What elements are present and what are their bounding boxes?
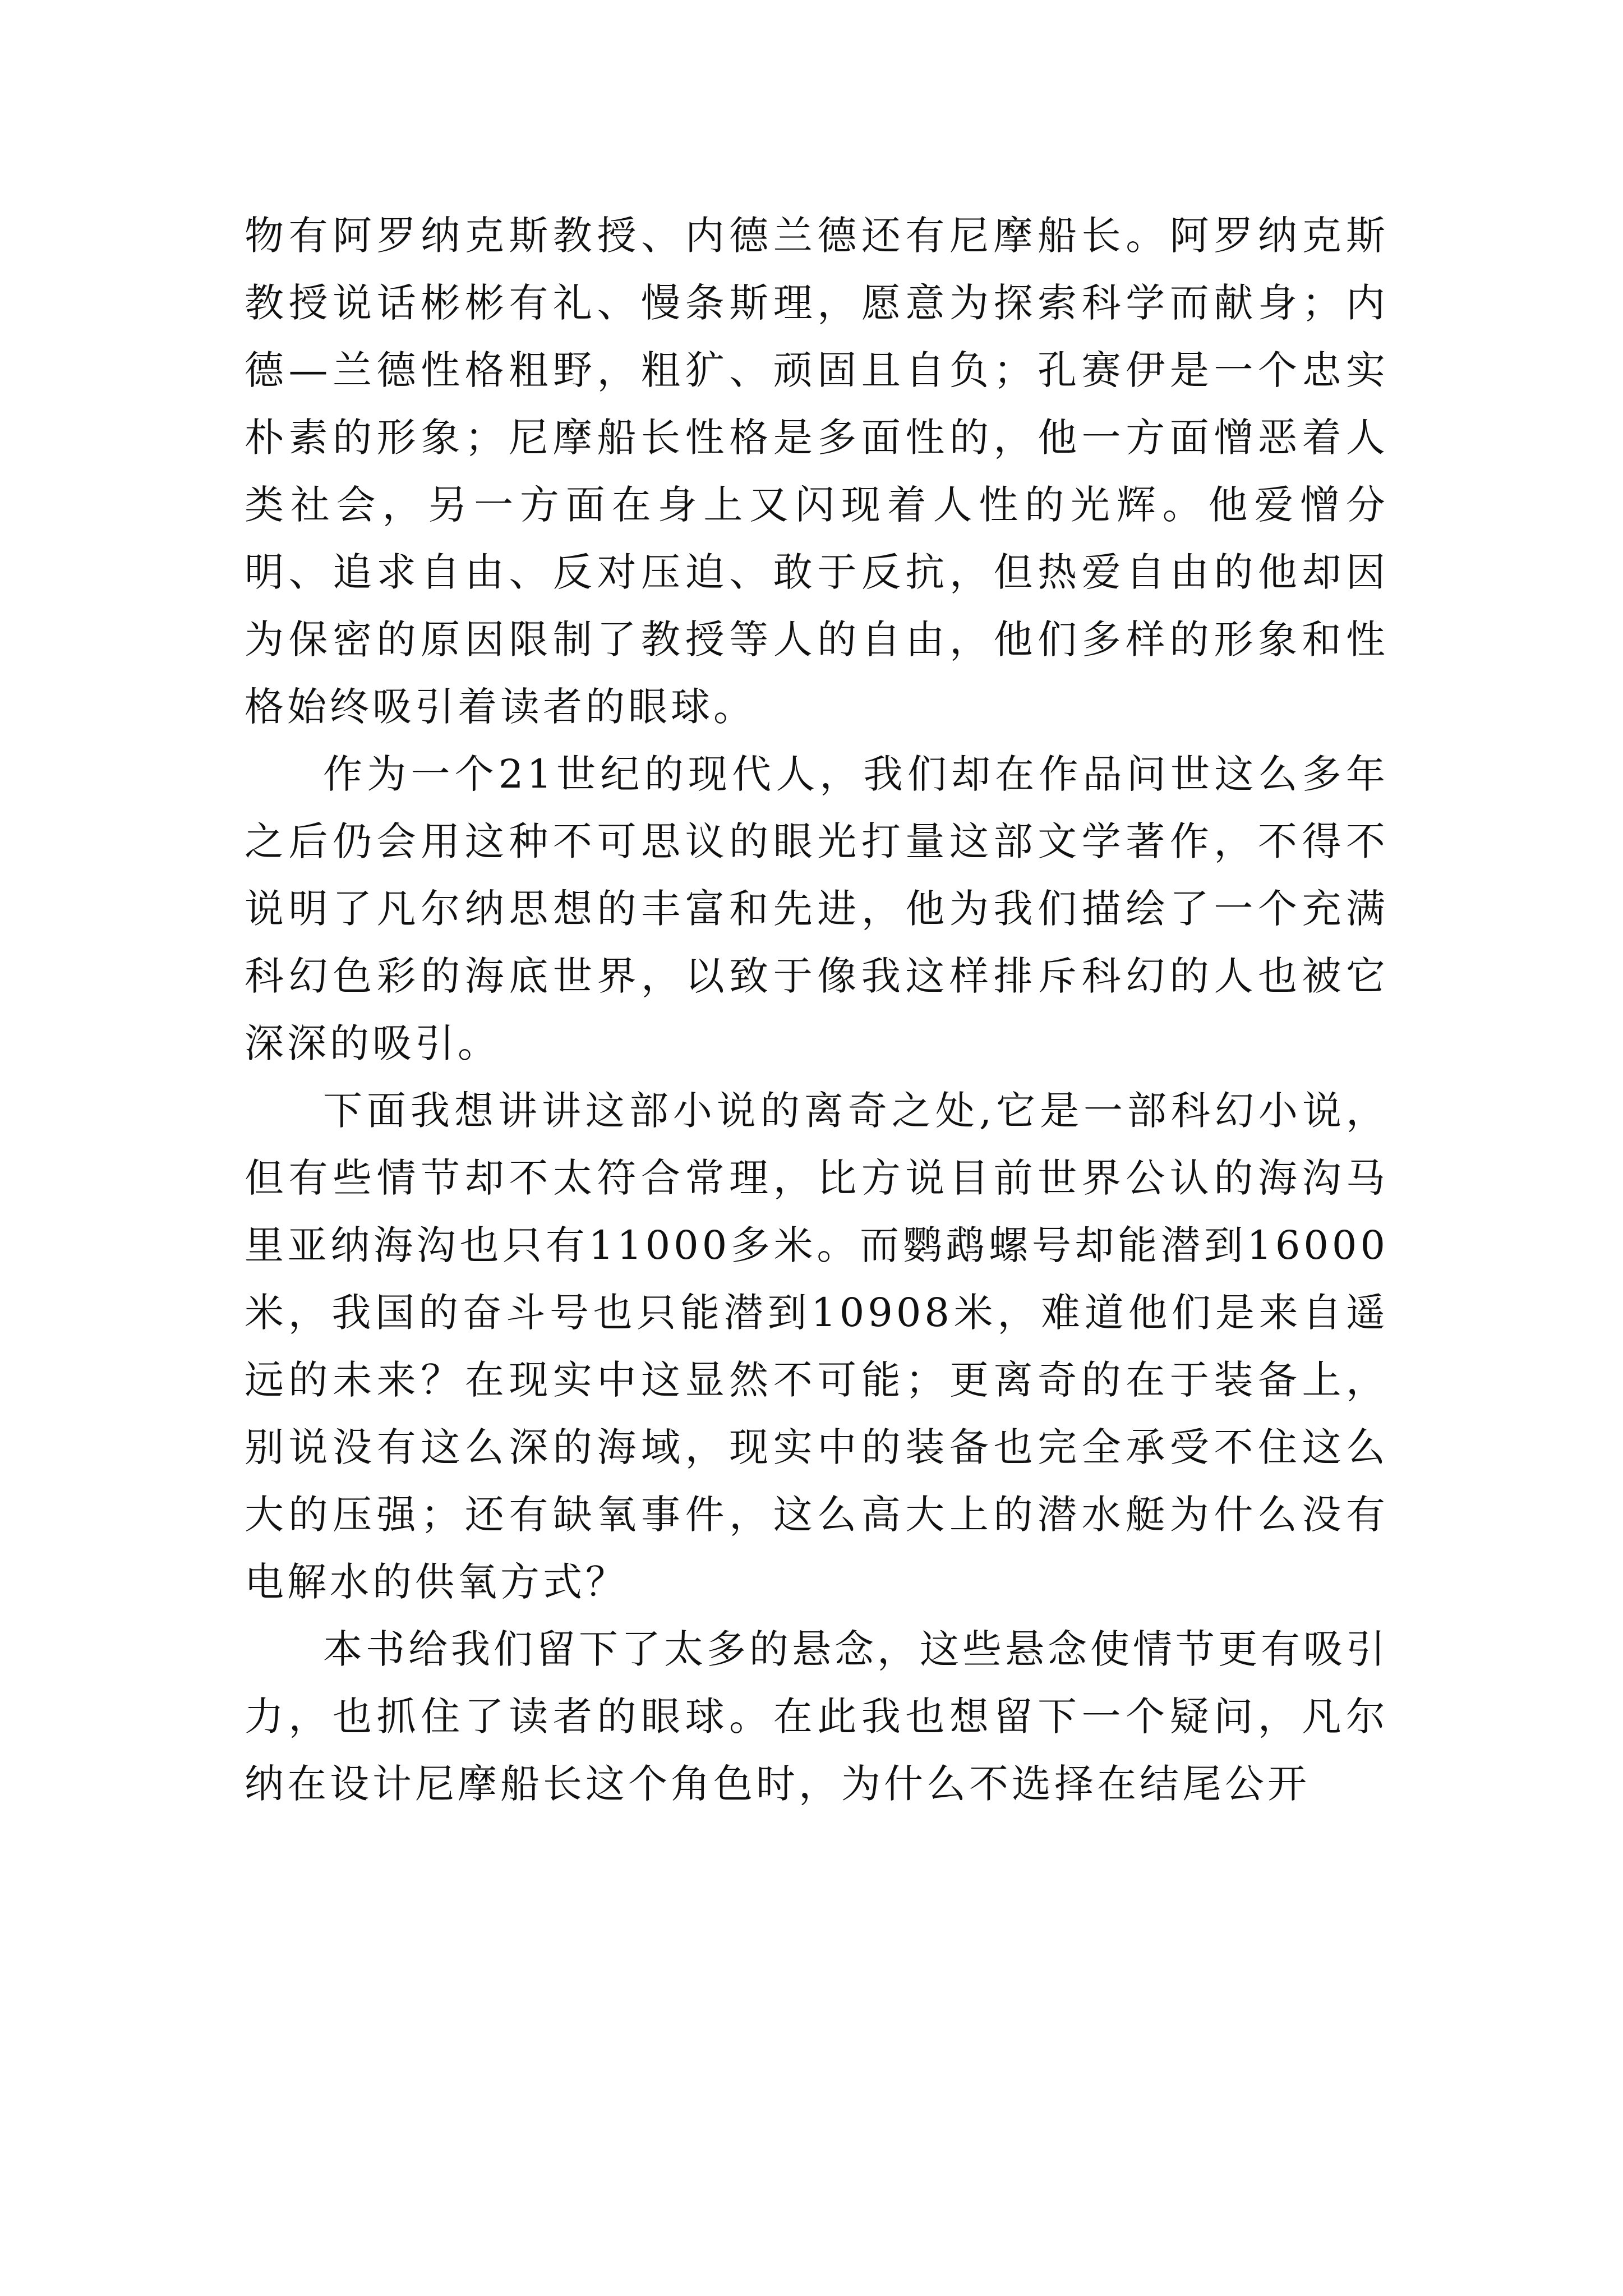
paragraph-1: 物有阿罗纳克斯教授、内德兰德还有尼摩船长。阿罗纳克斯教授说话彬彬有礼、慢条斯理，愿意为探索科学而献身；内德—兰德性格粗野，粗犷、顽固且自负；孔赛伊是一个忠实朴素的形象；尼摩船长性格是多面性的，他一方面憎恶着人类社会，另一方面在身上又闪现着人性的光辉。他爱憎分明、追求自由、反对压迫、敢于反抗，但热爱自由的他却因为保密的原因限制了教授等人的自由，他们多样的形象和性格始终吸引着读者的眼球。 bbox=[245, 213, 1389, 730]
paragraph-4: 本书给我们留下了太多的悬念，这些悬念使情节更有吸引力，也抓住了读者的眼球。在此我也想留下一个疑问，凡尔纳在设计尼摩船长这个角色时，为什么不选择在结尾公开 bbox=[245, 1626, 1389, 1807]
paragraph-3: 下面我想讲讲这部小说的离奇之处,它是一部科幻小说，但有些情节却不太符合常理，比方说目前世界公认的海沟马里亚纳海沟也只有11000多米。而鹦鹉螺号却能潜到16000米，我国的奋斗号也只能潜到10908米，难道他们是来自遥远的未来？在现实中这显然不可能；更离奇的在于装备上，别说没有这么深的海域，现实中的装备也完全承受不住这么大的压强；还有缺氧事件，这么高大上的潜水艇为什么没有电解水的供氧方式？ bbox=[245, 1088, 1389, 1605]
body-text bbox=[245, 202, 1389, 1818]
paragraph-2: 作为一个21世纪的现代人，我们却在作品问世这么多年之后仍会用这种不可思议的眼光打量这部文学著作，不得不说明了凡尔纳思想的丰富和先进，他为我们描绘了一个充满科幻色彩的海底世界，以致于像我这样排斥科幻的人也被它深深的吸引。 bbox=[245, 751, 1389, 1066]
